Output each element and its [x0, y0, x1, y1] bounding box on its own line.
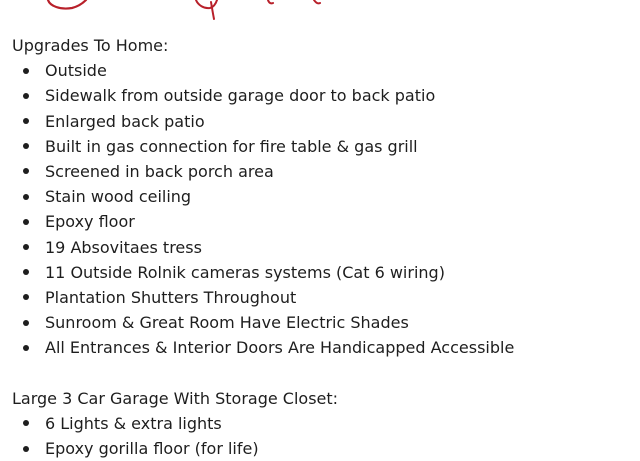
list-item	[12, 58, 632, 83]
list-item-text: Enlarged back patio	[45, 111, 205, 131]
section-heading: Upgrades To Home:	[12, 36, 169, 55]
list-item	[12, 134, 632, 159]
bullet-dot	[23, 345, 29, 351]
script-heading-fragment	[0, 0, 640, 22]
list-item-text: All Entrances & Interior Doors Are Handicapped Accessible	[45, 338, 515, 358]
list-item	[12, 235, 632, 260]
list-item	[12, 109, 632, 134]
list-item-text: Sidewalk from outside garage door to back patio	[45, 86, 436, 106]
list-item-text: 11 Outside Rolnik cameras systems (Cat 6 wiring)	[45, 262, 445, 282]
section-spacer	[12, 360, 632, 385]
bullet-dot	[23, 194, 29, 200]
bullet-dot	[23, 269, 29, 275]
bullet-dot	[23, 68, 29, 74]
list-item-text: Plantation Shutters Throughout	[45, 287, 297, 307]
list-item	[12, 411, 632, 436]
document-body	[12, 33, 632, 461]
list-item	[12, 159, 632, 184]
list-item	[12, 184, 632, 209]
section-heading: Large 3 Car Garage With Storage Closet:	[12, 388, 339, 408]
list-item-text: Epoxy floor	[45, 212, 135, 232]
list-item-text: 6 Lights & extra lights	[45, 413, 222, 433]
list-item-text: Stain wood ceiling	[45, 187, 192, 207]
list-item	[12, 209, 632, 234]
list-item-text: Epoxy gorilla floor (for life)	[45, 439, 259, 458]
bullet-dot	[23, 219, 29, 225]
bullet-dot	[23, 244, 29, 250]
section-upgrades	[12, 33, 632, 360]
bullet-dot	[23, 143, 29, 149]
list-item	[12, 285, 632, 310]
bullet-dot	[23, 320, 29, 326]
bullet-dot	[23, 446, 29, 452]
bullet-dot	[23, 168, 29, 174]
list-item-text: Built in gas connection for fire table & gas grill	[45, 136, 418, 156]
list-item-text: 19 Absovitaes tress	[45, 237, 202, 257]
bullet-dot	[23, 93, 29, 99]
list-item	[12, 260, 632, 285]
list-item-text: Outside	[45, 61, 107, 81]
bullet-list	[12, 58, 632, 360]
bullet-dot	[23, 420, 29, 426]
bullet-dot	[23, 118, 29, 124]
bullet-list	[12, 411, 632, 461]
list-item-text: Screened in back porch area	[45, 161, 274, 181]
list-item	[12, 310, 632, 335]
list-item	[12, 335, 632, 360]
bullet-dot	[23, 294, 29, 300]
list-item	[12, 83, 632, 108]
list-item	[12, 436, 632, 461]
section-garage	[12, 386, 632, 461]
list-item-text: Sunroom & Great Room Have Electric Shades	[45, 313, 409, 333]
